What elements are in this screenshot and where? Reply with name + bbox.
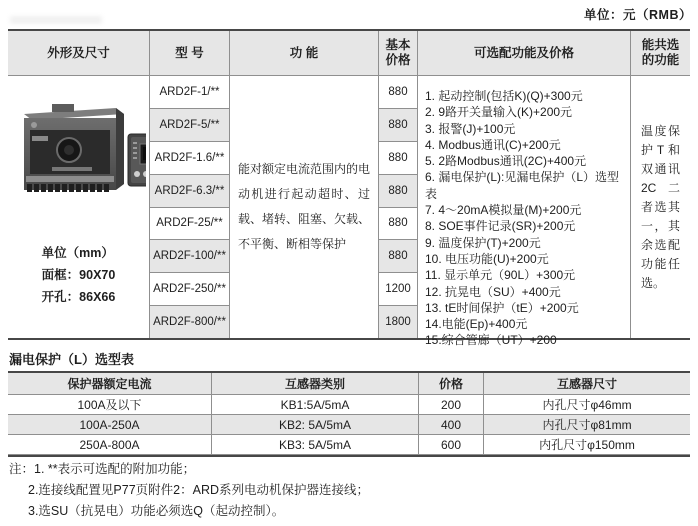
header-base-price: 基本价格: [378, 31, 417, 75]
price-cell: 400: [418, 415, 483, 434]
optional-functions-cell: [417, 76, 630, 348]
model-cell: ARD2F-800/**: [150, 306, 229, 338]
function-description: 能对额定电流范围内的电动机进行起动超时、过载、堵转、阻塞、欠载、不平衡、断相等保护: [238, 162, 371, 251]
transformer-type-cell: KB1:5A/5mA: [211, 395, 418, 414]
header-shape-dimensions: 外形及尺寸: [47, 45, 110, 60]
header-transformer-type: 互感器类别: [211, 373, 418, 394]
optional-function-item: 12. 抗晃电（SU）+400元: [425, 284, 561, 299]
currency-unit-label: 单位：元（RMB）: [584, 8, 692, 22]
header-rated-current: 保护器额定电流: [67, 377, 152, 391]
model-cell: ARD2F-1.6/**: [150, 142, 229, 175]
dims-cutout-line: 开孔：86X66: [41, 290, 116, 304]
model-cell: ARD2F-25/**: [150, 208, 229, 241]
price-cell: 880: [379, 240, 417, 273]
optional-function-item: 10. 电压功能(U)+200元: [425, 251, 549, 266]
scan-artifact: [10, 16, 102, 24]
product-price-table: [8, 29, 690, 348]
model-cell: ARD2F-1/**: [150, 76, 229, 109]
header-combinable-functions: 能共选的功能: [630, 31, 690, 75]
optional-function-item: 13. tE时间保护（tE）+200元: [425, 300, 579, 315]
price-cell: 880: [379, 76, 417, 109]
rated-current-cell: 100A及以下: [77, 398, 142, 412]
dims-unit-line: 单位（mm）: [41, 246, 114, 260]
optional-functions-list: [418, 76, 630, 349]
optional-function-item: 3. 报警(J)+100元: [425, 121, 516, 136]
optional-function-item: 1. 起动控制(包括K)(Q)+300元: [425, 89, 583, 103]
price-cell: 1800: [379, 306, 417, 338]
optional-function-item: 11. 显示单元（90L）+300元: [425, 268, 576, 283]
transformer-size-cell: 内孔尺寸φ46mm: [483, 395, 690, 414]
rated-current-cell: 100A-250A: [79, 417, 140, 432]
product-photo-drawing: [12, 92, 146, 204]
optional-function-item: 7. 4～20mA模拟量(M)+200元: [425, 203, 582, 218]
footnotes: [9, 459, 369, 522]
price-cell: 880: [379, 175, 417, 208]
transformer-type-cell: KB3: 5A/5mA: [211, 435, 418, 454]
footnote-label: 注：: [9, 462, 35, 476]
leakage-table-row: [8, 435, 690, 455]
header-transformer-size: 互感器尺寸: [483, 373, 690, 394]
optional-function-item: 9. 温度保护(T)+200元: [425, 235, 541, 250]
footnote-text-1: 1. **表示可选配的附加功能；: [34, 462, 196, 476]
panel-dimensions-text: [42, 242, 116, 308]
transformer-type-cell: KB2: 5A/5mA: [211, 415, 418, 434]
product-photo: [12, 92, 146, 204]
optional-function-item: 5. 2路Modbus通讯(2C)+400元: [425, 154, 587, 169]
leakage-table-header-row: [8, 373, 690, 395]
optional-function-item: 15.综合管廊（UT）+200: [425, 333, 557, 348]
header-price: 价格: [418, 373, 483, 394]
model-column: [149, 76, 229, 338]
model-cell: ARD2F-250/**: [150, 273, 229, 306]
leakage-table-row: [8, 415, 690, 435]
transformer-size-cell: 内孔尺寸φ81mm: [483, 415, 690, 434]
header-function: 功 能: [229, 31, 378, 75]
price-cell: 880: [379, 142, 417, 175]
combinable-functions-text: 温度保护T和双通讯2C二者选其一，其余选配功能任选。: [641, 123, 680, 290]
price-cell: 880: [379, 208, 417, 241]
leakage-selection-table: [8, 371, 690, 457]
price-cell: 200: [418, 395, 483, 414]
leakage-table-title: 漏电保护（L）选型表: [9, 352, 134, 367]
function-cell: [229, 76, 378, 338]
optional-function-item: 14.电能(Ep)+400元: [425, 317, 528, 332]
optional-function-item: 8. SOE事件记录(SR)+200元: [425, 219, 576, 234]
model-cell: ARD2F-5/**: [150, 109, 229, 142]
header-optional-functions: 可选配功能及价格: [417, 31, 630, 75]
leakage-table-row: [8, 395, 690, 415]
footnote-line-1: [9, 459, 369, 480]
optional-function-item: 6. 漏电保护(L):见漏电保护（L）选型表: [425, 170, 620, 201]
rated-current-cell: 250A-800A: [79, 437, 140, 452]
transformer-size-cell: 内孔尺寸φ150mm: [483, 435, 690, 454]
optional-function-item: 2. 9路开关量输入(K)+200元: [425, 105, 573, 120]
combinable-functions-cell: [630, 76, 690, 338]
price-cell: 600: [418, 435, 483, 454]
dims-frame-line: 面框：90X70: [41, 268, 116, 282]
price-cell: 880: [379, 109, 417, 142]
model-cell: ARD2F-6.3/**: [150, 175, 229, 208]
footnote-line-2: 2.连接线配置见P77页附件2：ARD系列电动机保护器连接线；: [28, 483, 370, 497]
shape-dimensions-cell: [8, 76, 149, 338]
header-model: 型 号: [149, 31, 229, 75]
model-cell: ARD2F-100/**: [150, 240, 229, 273]
product-table-header-row: [8, 31, 690, 76]
optional-function-item: 4. Modbus通讯(C)+200元: [425, 137, 561, 152]
footnote-line-3: 3.选SU（抗晃电）功能必须选Q（起动控制）。: [28, 504, 285, 518]
base-price-column: [378, 76, 417, 338]
price-cell: 1200: [379, 273, 417, 306]
